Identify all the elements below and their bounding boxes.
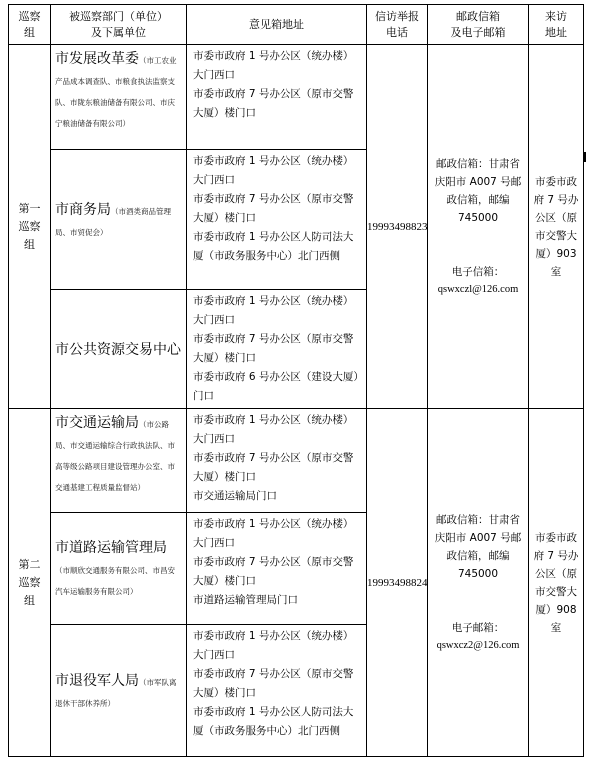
- box-address-line: 大厦）楼门口: [193, 575, 256, 587]
- box-address-line: 市交通运输局门口: [193, 490, 277, 502]
- mail-cell: [428, 409, 529, 757]
- dept-subunits: （市酒类商品管理局、市贸促会）: [55, 206, 171, 237]
- box-address-line: 市委市政府 1 号办公区人防司法大: [193, 706, 354, 718]
- dept-name: 市道路运输管理局: [55, 540, 167, 556]
- box-address-line: 大门西口: [193, 537, 235, 549]
- box-address-line: 大门西口: [193, 174, 235, 186]
- box-address-line: 市委市政府 1 号办公区（统办楼）: [193, 518, 354, 530]
- box-address-cell: [187, 409, 367, 513]
- box-address-line: 大门西口: [193, 69, 235, 81]
- header-box: 意见箱地址: [187, 5, 367, 45]
- box-address-line: 市委市政府 7 号办公区（原市交警: [193, 668, 354, 680]
- box-address-line: 厦（市政务服务中心）北门西侧: [193, 725, 340, 737]
- box-address-line: 市委市政府 1 号办公区（统办楼）: [193, 630, 354, 642]
- dept-cell: [51, 625, 187, 757]
- visit-address: 市委市政府 7 号办公区（原市交警大厦）908 室: [533, 531, 579, 634]
- dept-subunits: （市工农业产品成本调查队、市粮食执法监察支队、市陇东粮油储备有限公司、市庆宁粮油储备有限公司）: [55, 56, 177, 128]
- dept-name: 市公共资源交易中心: [55, 341, 181, 358]
- box-address-line: 市委市政府 1 号办公区人防司法大: [193, 231, 354, 243]
- group-name: 第二巡察组: [18, 557, 41, 607]
- box-address-line: 市委市政府 7 号办公区（原市交警: [193, 556, 354, 568]
- box-address-line: 大厦）楼门口: [193, 687, 256, 699]
- visit-cell: [529, 409, 584, 757]
- table-row: [9, 409, 584, 513]
- header-visit: 来访 地址: [529, 5, 584, 45]
- visit-cell: [529, 45, 584, 409]
- box-address-line: 大门西口: [193, 314, 235, 326]
- dept-cell: [51, 513, 187, 625]
- report-phone: 19993498823: [367, 220, 428, 233]
- group-name-cell: [9, 45, 51, 409]
- box-address-line: 市委市政府 7 号办公区（原市交警: [193, 333, 354, 345]
- box-address-line: 大门西口: [193, 649, 235, 661]
- box-address-line: 大门西口: [193, 433, 235, 445]
- email-label: 电子信箱：: [451, 265, 505, 278]
- box-address-line: 大厦）楼门口: [193, 212, 256, 224]
- dept-name: 市发展改革委: [55, 51, 139, 67]
- dept-subunits: （市公路局、市交通运输综合行政执法队、市高等级公路项目建设管理办公室、市交通基建工程质量监督站）: [55, 420, 175, 492]
- header-dept: 被巡察部门（单位） 及下属单位: [51, 5, 187, 45]
- box-address-line: 市委市政府 7 号办公区（原市交警: [193, 88, 354, 100]
- header-row: [9, 5, 584, 45]
- box-address-cell: [187, 513, 367, 625]
- box-address-line: 市委市政府 1 号办公区（统办楼）: [193, 50, 354, 62]
- dept-cell: [51, 150, 187, 290]
- box-address-cell: [187, 45, 367, 150]
- box-address-cell: [187, 150, 367, 290]
- box-address-line: 市委市政府 1 号办公区（统办楼）: [193, 295, 354, 307]
- email-label: 电子邮箱：: [451, 621, 505, 634]
- box-address-line: 大厦）楼门口: [193, 471, 256, 483]
- email-address: qswxcz2@126.com: [436, 639, 520, 651]
- dept-cell: [51, 45, 187, 150]
- phone-cell: [367, 409, 428, 757]
- box-address-cell: [187, 290, 367, 409]
- postal-box: 邮政信箱：甘肃省庆阳市 A007 号邮政信箱，邮编 745000: [434, 157, 522, 224]
- box-address-cell: [187, 625, 367, 757]
- box-address-line: 市委市政府 6 号办公区（建设大厦）: [193, 371, 364, 383]
- phone-cell: [367, 45, 428, 409]
- table-row: [9, 45, 584, 150]
- dept-name: 市退役军人局: [55, 672, 139, 689]
- header-group: 巡察组: [9, 5, 51, 45]
- box-address-line: 市委市政府 7 号办公区（原市交警: [193, 452, 354, 464]
- dept-subunits: （市顺欣交通服务有限公司、市昌安汽车运输服务有限公司）: [55, 566, 175, 596]
- box-address-line: 厦（市政务服务中心）北门西侧: [193, 250, 340, 262]
- header-mail: 邮政信箱 及电子邮箱: [428, 5, 529, 45]
- report-phone: 19993498824: [367, 576, 428, 589]
- header-phone: 信访举报 电话: [367, 5, 428, 45]
- dept-cell: [51, 409, 187, 513]
- group-name-cell: [9, 409, 51, 757]
- visit-address: 市委市政府 7 号办公区（原市交警大厦）903 室: [533, 175, 579, 278]
- dept-name: 市交通运输局: [55, 415, 139, 431]
- dept-subunits: （市军队离退休干部休养所）: [55, 677, 177, 708]
- box-address-line: 市委市政府 1 号办公区（统办楼）: [193, 414, 354, 426]
- dept-cell: [51, 290, 187, 409]
- box-address-line: 门口: [193, 390, 214, 402]
- mail-cell: [428, 45, 529, 409]
- box-address-line: 市委市政府 7 号办公区（原市交警: [193, 193, 354, 205]
- dept-name: 市商务局: [55, 201, 111, 218]
- box-address-line: 大厦）楼门口: [193, 107, 256, 119]
- inspection-table: [8, 4, 584, 757]
- box-address-line: 市委市政府 1 号办公区（统办楼）: [193, 155, 354, 167]
- edge-mark: [584, 152, 586, 162]
- box-address-line: 市道路运输管理局门口: [193, 594, 298, 606]
- postal-box: 邮政信箱：甘肃省庆阳市 A007 号邮政信箱，邮编 745000: [434, 513, 522, 580]
- box-address-line: 大厦）楼门口: [193, 352, 256, 364]
- group-name: 第一巡察组: [18, 201, 41, 251]
- email-address: qswxczl@126.com: [437, 283, 519, 295]
